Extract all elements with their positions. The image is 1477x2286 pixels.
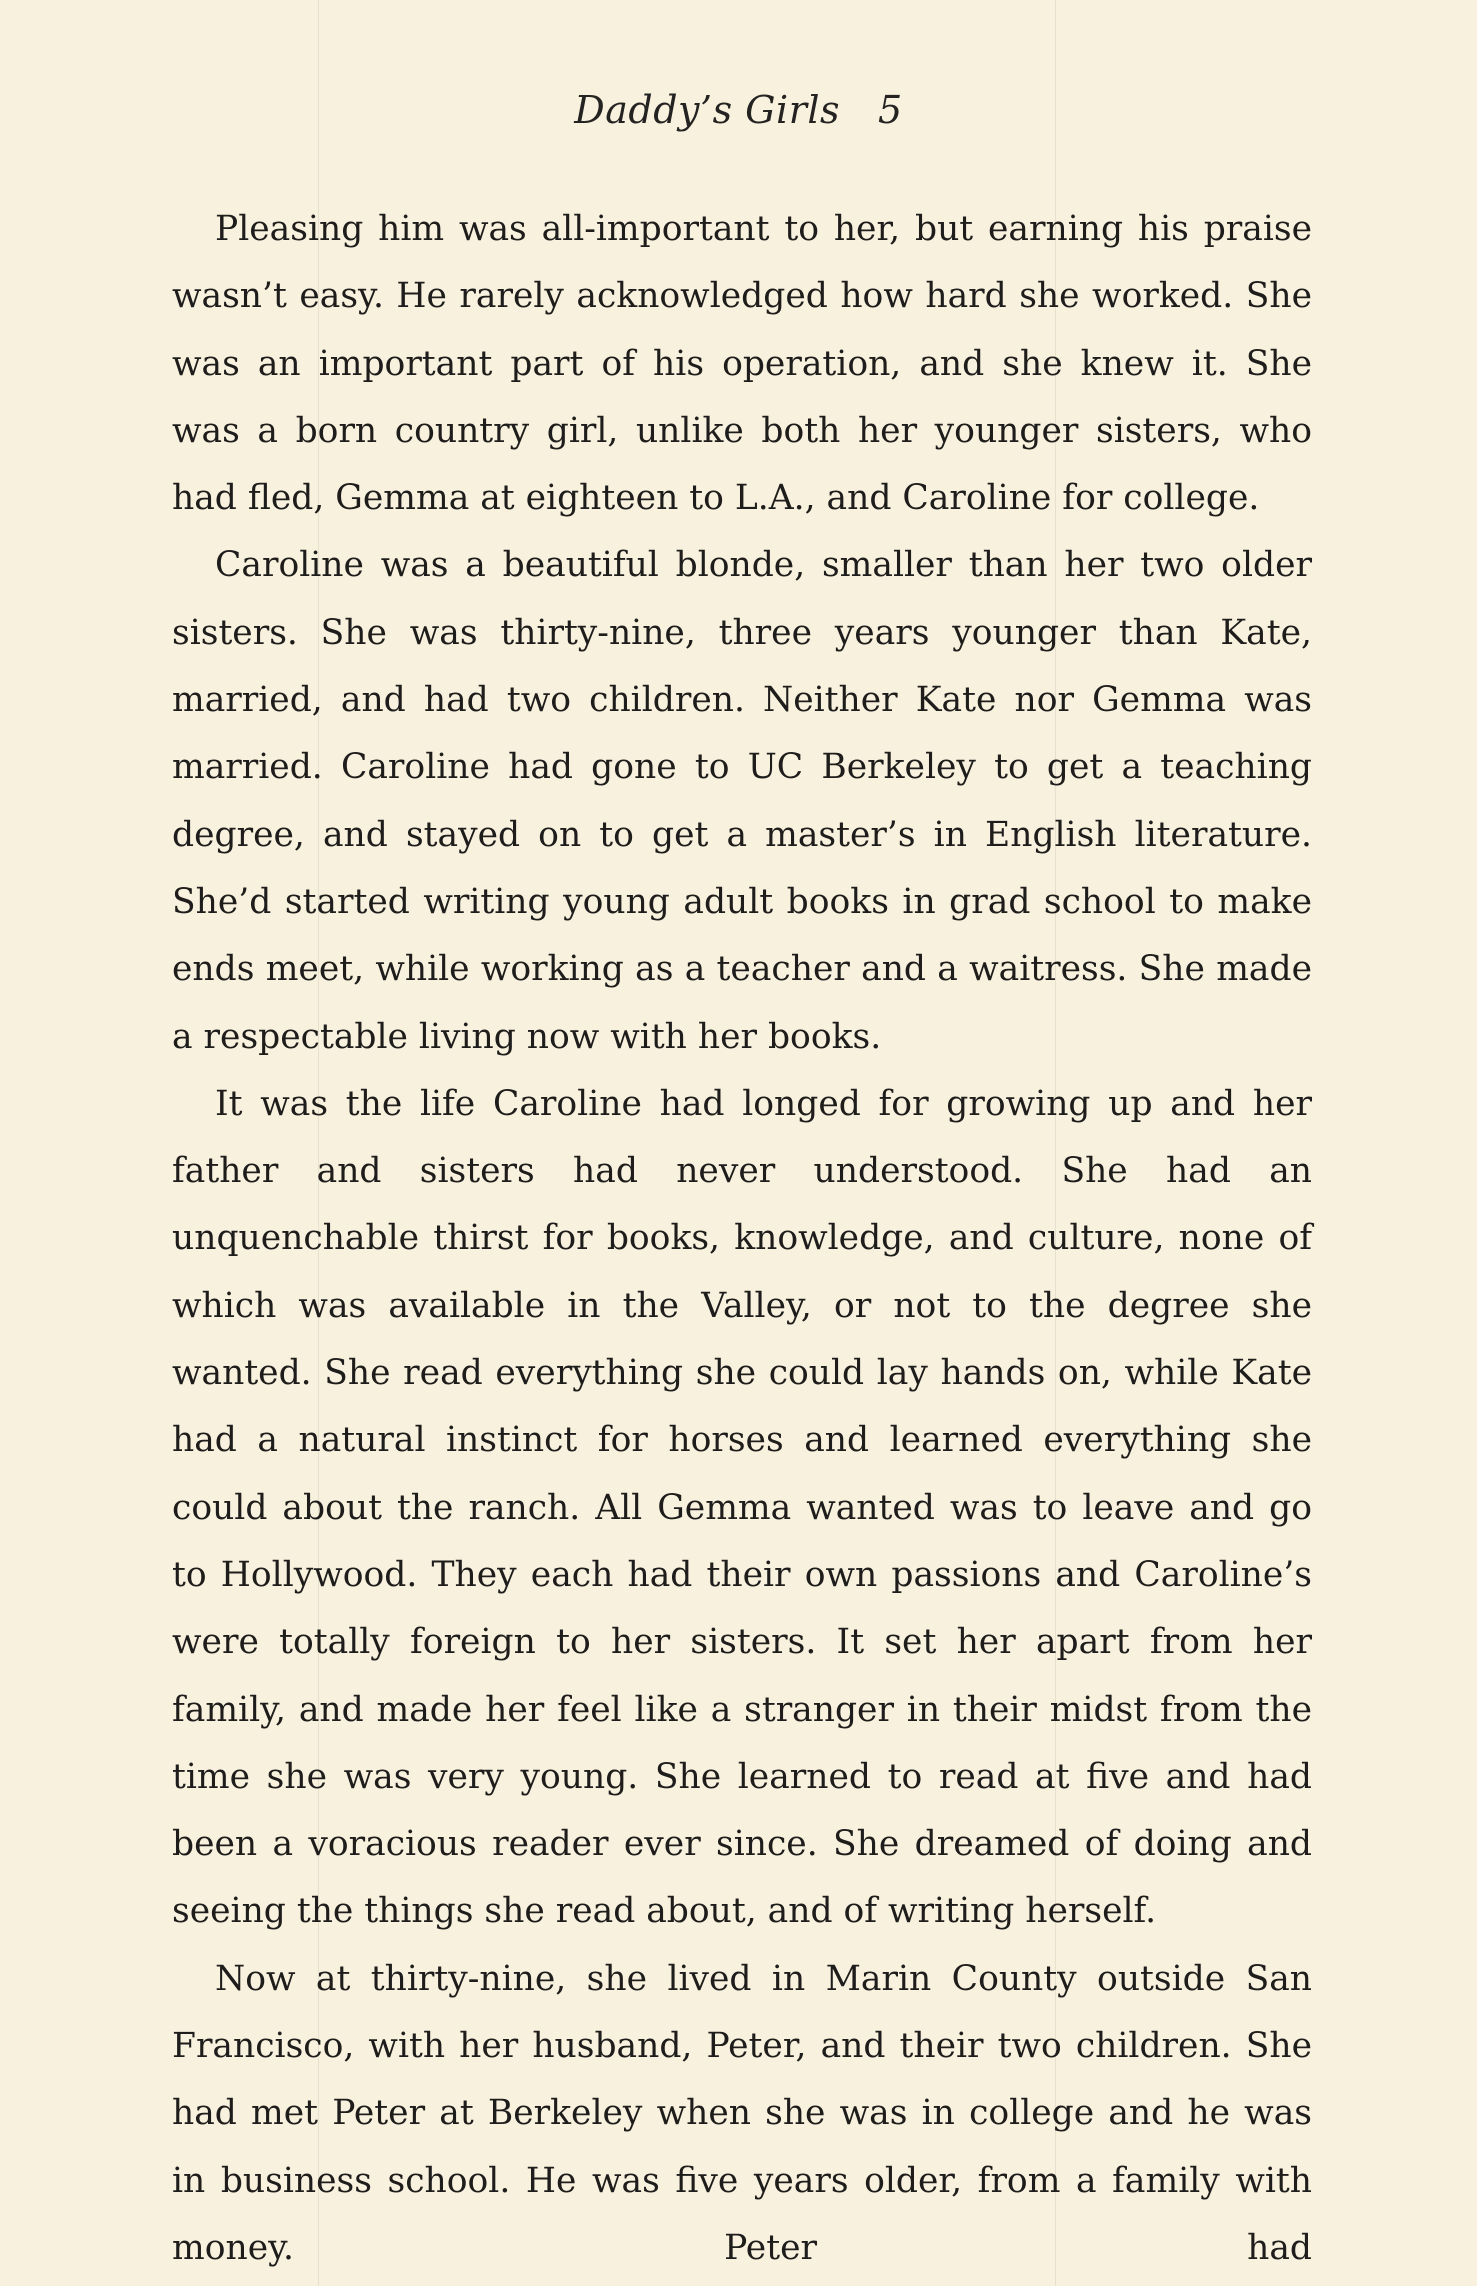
running-head-title: Daddy’s Girls bbox=[574, 88, 841, 132]
paragraph: Caroline was a beautiful blonde, smaller than her two older sisters. She was thirty-nine, three years younger than Kate, married, and had two children. Neither Kate nor Gemma was married. Caroline had gone to UC Berkeley to get a teaching degree, and stayed on to get a master’s in English literature. She’d started writing young adult books in grad school to make ends meet, while working as a teacher and a waitress. She made a respectable living now with her books. bbox=[172, 545, 1312, 1057]
page-number: 5 bbox=[878, 88, 903, 132]
paragraph: Pleasing him was all-important to her, but earning his praise wasn’t easy. He rarely acknowledged how hard she worked. She was an important part of his operation, and she knew it. She was a born country girl, unlike both her younger sisters, who had fled, Gemma at eighteen to L.A., and Caroline for college. bbox=[172, 209, 1312, 519]
paragraph: Now at thirty-nine, she lived in Marin County outside San Francisco, with her husband, Peter, and their two children. She had met Peter at Berkeley when she was in college and he was in business school. He was five years older, from a family with money. Peter had bbox=[172, 1958, 1312, 2268]
paragraph: It was the life Caroline had longed for growing up and her father and sisters had never understood. She had an unquenchable thirst for books, knowledge, and culture, none of which was available in the Valley, or not to the degree she wanted. She read everything she could lay hands on, while Kate had a natural instinct for horses and learned everything she could about the ranch. All Gemma wanted was to leave and go to Hollywood. They each had their own passions and Caroline’s were totally foreign to her sisters. It set her apart from her family, and made her feel like a stranger in their midst from the time she was very young. She learned to read at five and had been a voracious reader ever since. She dreamed of doing and seeing the things she read about, and of writing herself. bbox=[172, 1083, 1312, 1932]
running-head bbox=[0, 88, 1477, 132]
body-text bbox=[172, 196, 1312, 2282]
